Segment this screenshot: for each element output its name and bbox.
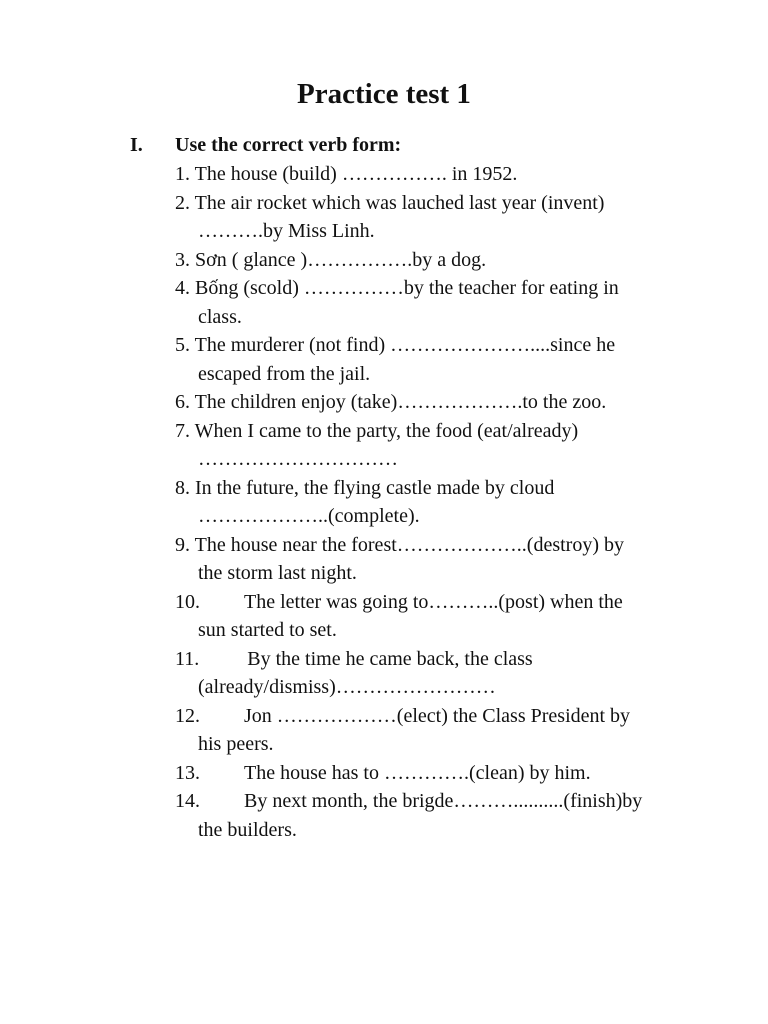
exercise-number: 12. (175, 704, 200, 727)
exercise-text-continued: ………………………… (198, 448, 398, 470)
exercise-text: By next month, the brigde………..........(finish)by (244, 790, 643, 812)
exercise-item (175, 246, 715, 275)
page-title: Practice test 1 (297, 78, 471, 110)
exercise-text-continued: escaped from the jail. (198, 362, 371, 385)
exercise-item (175, 645, 715, 702)
exercise-text: The house has to ………….(clean) by him. (244, 761, 591, 784)
exercise-text: 6. The children enjoy (take)……………….to the zoo. (175, 391, 607, 413)
exercise-line (175, 588, 715, 617)
exercise-number: 14. (175, 790, 200, 812)
exercise-text-continued: the builders. (198, 818, 297, 841)
exercise-item (175, 189, 715, 246)
exercise-text: 5. The murderer (not find) …………………....since he (175, 334, 616, 356)
exercise-text: Jon ………………(elect) the Class President by (244, 704, 631, 727)
exercise-item (175, 474, 715, 531)
exercise-text: 4. Bống (scold) ……………by the teacher for eating in (175, 277, 619, 299)
exercise-item (175, 417, 715, 474)
exercise-text-continued: ……….by Miss Linh. (198, 220, 375, 242)
exercise-text-continued: the storm last night. (198, 562, 357, 584)
exercise-text-continued: his peers. (198, 733, 274, 755)
exercise-item (175, 388, 715, 417)
exercise-line (175, 787, 715, 816)
exercise-text-continued: sun started to set. (198, 619, 337, 641)
exercise-item (175, 274, 715, 331)
exercise-line (175, 759, 715, 788)
exercise-text: 9. The house near the forest………………..(destroy) by (175, 533, 624, 556)
exercise-number: 13. (175, 761, 200, 784)
exercise-line (175, 645, 715, 674)
exercise-text: 2. The air rocket which was lauched last year (invent) (175, 191, 605, 214)
exercise-text-continued: class. (198, 305, 242, 328)
exercise-item (175, 331, 715, 388)
section-number: I. (130, 134, 143, 156)
exercise-text: 3. Sơn ( glance )…………….by a dog. (175, 248, 487, 271)
exercise-number: 11. (175, 647, 200, 670)
exercise-text: The letter was going to………..(post) when the (244, 590, 623, 613)
exercise-item (175, 160, 715, 189)
exercise-item (175, 759, 715, 788)
exercise-text: By the time he came back, the class (247, 647, 533, 670)
exercise-text-continued: ………………..(complete). (198, 505, 420, 527)
exercise-number: 10. (175, 590, 200, 613)
exercise-item (175, 787, 715, 844)
exercise-item (175, 531, 715, 588)
exercise-item (175, 702, 715, 759)
exercise-text: 8. In the future, the flying castle made by cloud (175, 476, 555, 499)
exercise-text-continued: (already/dismiss)…………………… (198, 676, 496, 698)
exercise-line (175, 702, 715, 731)
exercise-text: 1. The house (build) ……………. in 1952. (175, 163, 518, 185)
exercise-item (175, 588, 715, 645)
section-heading: Use the correct verb form: (175, 134, 402, 156)
exercise-list (175, 160, 715, 844)
exercise-text: 7. When I came to the party, the food (eat/already) (175, 419, 579, 442)
